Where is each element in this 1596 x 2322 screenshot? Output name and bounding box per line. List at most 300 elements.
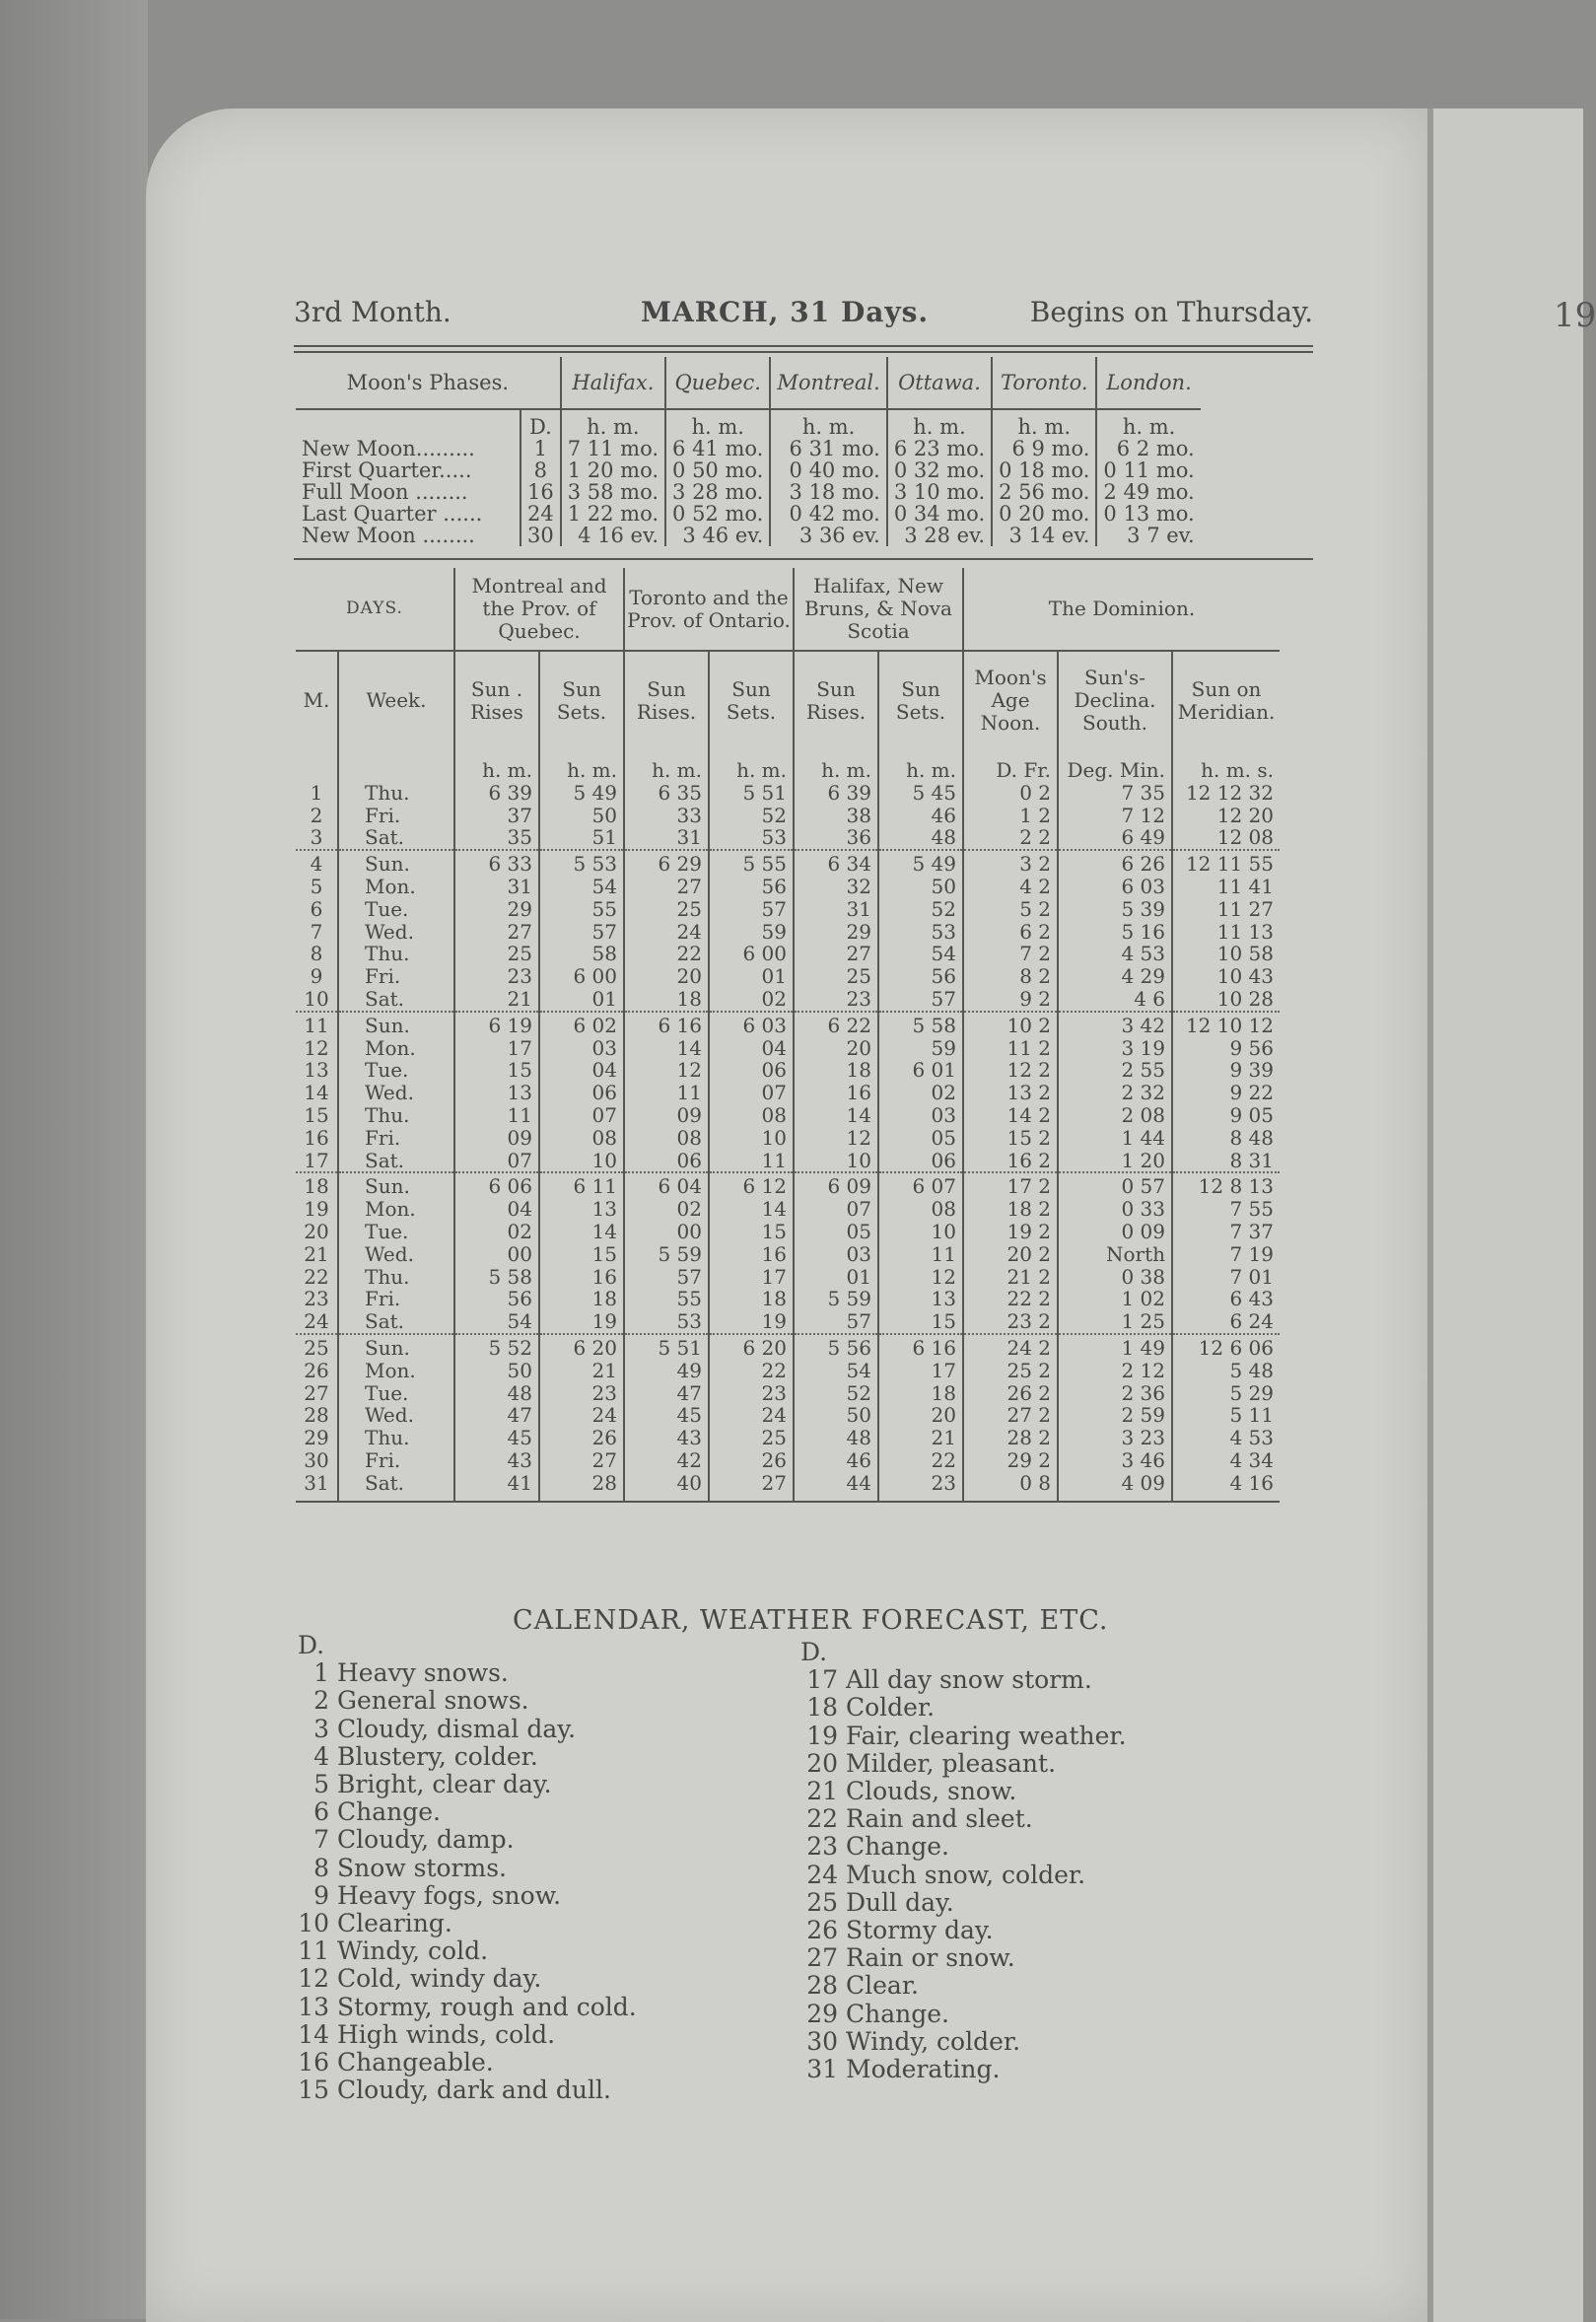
group-dominion-header: The Dominion. [963, 568, 1280, 651]
maritimes-sun-rises: 54 [794, 1360, 878, 1382]
col-moon-age-header: Moon's Age Noon. [963, 651, 1058, 749]
phase-time: 0 18 mo. [992, 459, 1096, 481]
phase-time: 6 23 mo. [887, 438, 992, 459]
table-row [296, 1172, 1280, 1198]
quebec-sun-rises: 6 39 [454, 782, 539, 805]
sun-meridian: 10 43 [1172, 965, 1280, 988]
forecast-item [298, 1826, 637, 1854]
ontario-sun-sets: 19 [709, 1310, 794, 1334]
sun-meridian: 4 34 [1172, 1449, 1280, 1472]
table-row [296, 988, 1280, 1012]
quebec-sun-sets: 6 02 [539, 1012, 624, 1037]
ontario-sun-sets: 53 [709, 826, 794, 850]
phase-time: 3 46 ev. [665, 525, 770, 546]
ontario-sun-rises: 25 [624, 898, 709, 921]
maritimes-sun-rises: 44 [794, 1472, 878, 1502]
quebec-sun-rises: 02 [454, 1221, 539, 1243]
quebec-sun-sets: 07 [539, 1104, 624, 1127]
forecast-text: Cold, windy day. [337, 1964, 542, 1994]
unit-label: h. m. [794, 749, 878, 782]
forecast-item [800, 2056, 1127, 2083]
forecast-item [298, 1743, 637, 1771]
day-number: 26 [304, 1358, 329, 1382]
quebec-sun-rises: 13 [454, 1082, 539, 1104]
sun-declination: 4 29 [1058, 965, 1172, 988]
quebec-sun-sets: 16 [539, 1266, 624, 1289]
day-number: 25 [296, 1334, 338, 1360]
sun-declination: 0 09 [1058, 1221, 1172, 1243]
forecast-day: 26 [806, 1916, 838, 1945]
ontario-sun-rises: 6 29 [624, 850, 709, 876]
day-number: 3 [310, 825, 323, 850]
maritimes-sun-sets: 54 [878, 943, 963, 965]
sun-meridian: 12 12 32 [1172, 782, 1280, 805]
sun-meridian: 12 10 12 [1172, 1012, 1280, 1037]
forecast-item [800, 1972, 1127, 2000]
unit-label: h. m. [878, 749, 963, 782]
quebec-sun-rises: 43 [454, 1449, 539, 1472]
forecast-text: Colder. [846, 1693, 936, 1723]
col-declination-header: Sun's- Declina. South. [1058, 651, 1172, 749]
moon-age: 24 2 [963, 1334, 1058, 1360]
background-left [0, 0, 148, 2319]
ontario-sun-rises: 5 51 [624, 1334, 709, 1360]
ontario-sun-sets: 07 [709, 1082, 794, 1104]
phase-time: 0 34 mo. [887, 503, 992, 525]
quebec-sun-rises: 45 [454, 1427, 539, 1449]
moon-age: 0 2 [963, 782, 1058, 805]
weekday: Mon. [338, 1360, 454, 1382]
forecast-text: Much snow, colder. [846, 1860, 1086, 1889]
ontario-sun-sets: 08 [709, 1104, 794, 1127]
sun-declination: 2 12 [1058, 1360, 1172, 1382]
ontario-sun-sets: 52 [709, 805, 794, 827]
moon-age: 21 2 [963, 1266, 1058, 1289]
sun-meridian: 4 16 [1172, 1472, 1280, 1502]
ontario-sun-sets: 06 [709, 1059, 794, 1082]
sun-meridian: 9 22 [1172, 1082, 1280, 1104]
phase-name: First Quarter..... [302, 458, 472, 482]
phase-name: Last Quarter ...... [302, 502, 483, 526]
maritimes-sun-sets: 08 [878, 1198, 963, 1221]
unit-label: h. m. [770, 409, 887, 438]
moon-age: 17 2 [963, 1172, 1058, 1198]
moon-age: 6 2 [963, 921, 1058, 944]
quebec-sun-sets: 5 49 [539, 782, 624, 805]
city-header: Ottawa. [887, 357, 992, 409]
phase-time: 3 28 ev. [887, 525, 992, 546]
day-number: 31 [296, 1472, 338, 1502]
quebec-sun-rises: 17 [454, 1037, 539, 1060]
moon-age: 11 2 [963, 1037, 1058, 1060]
sun-declination: 1 44 [1058, 1127, 1172, 1150]
table-row [296, 898, 1280, 921]
phase-time: 3 7 ev. [1096, 525, 1200, 546]
sun-meridian: 4 53 [1172, 1427, 1280, 1449]
maritimes-sun-rises: 48 [794, 1427, 878, 1449]
day-number: 16 [304, 1125, 329, 1150]
maritimes-sun-sets: 5 58 [878, 1012, 963, 1037]
forecast-day: 5 [313, 1770, 329, 1799]
phase-time: 6 2 mo. [1096, 438, 1200, 459]
forecast-day: 10 [298, 1909, 329, 1938]
day-number: 23 [304, 1287, 329, 1311]
phase-time: 6 31 mo. [770, 438, 887, 459]
weekday: Sat. [338, 988, 454, 1012]
day-number: 30 [304, 1447, 329, 1472]
quebec-sun-sets: 24 [539, 1404, 624, 1427]
sun-declination: 3 23 [1058, 1427, 1172, 1449]
quebec-sun-rises: 11 [454, 1104, 539, 1127]
weekday: Sat. [338, 1150, 454, 1173]
phase-row [296, 525, 1201, 546]
forecast-item [298, 2049, 637, 2076]
moon-age: 7 2 [963, 943, 1058, 965]
col-sun-rises-header: Sun Rises. [624, 651, 709, 749]
table-row [296, 1360, 1280, 1382]
sun-declination: 7 35 [1058, 782, 1172, 805]
sun-declination: 4 6 [1058, 988, 1172, 1012]
ontario-sun-sets: 14 [709, 1198, 794, 1221]
sun-declination: 3 42 [1058, 1012, 1172, 1037]
phase-name: Full Moon ........ [302, 480, 468, 504]
d-label: D. [800, 1638, 828, 1666]
ontario-sun-rises: 40 [624, 1472, 709, 1502]
ontario-sun-sets: 6 12 [709, 1172, 794, 1198]
maritimes-sun-rises: 07 [794, 1198, 878, 1221]
sun-meridian: 11 41 [1172, 876, 1280, 898]
sun-declination: 6 49 [1058, 826, 1172, 850]
forecast-item [298, 1855, 637, 1882]
forecast-day: 23 [806, 1832, 838, 1862]
forecast-item [800, 1750, 1127, 1778]
quebec-sun-rises: 6 19 [454, 1012, 539, 1037]
forecast-item [298, 1994, 637, 2021]
day-number: 29 [304, 1426, 329, 1450]
sun-declination: 2 59 [1058, 1404, 1172, 1427]
day-number: 20 [304, 1219, 329, 1243]
sun-declination: 6 26 [1058, 850, 1172, 876]
forecast-text: Changeable. [337, 2048, 494, 2077]
table-row [296, 1243, 1280, 1266]
group-quebec-header: Montreal and the Prov. of Quebec. [454, 568, 624, 651]
quebec-sun-rises: 29 [454, 898, 539, 921]
ontario-sun-rises: 18 [624, 988, 709, 1012]
sun-declination: 3 46 [1058, 1449, 1172, 1472]
forecast-day: 28 [806, 1971, 838, 2001]
sun-meridian: 12 6 06 [1172, 1334, 1280, 1360]
ontario-sun-rises: 57 [624, 1266, 709, 1289]
unit-blank [338, 749, 454, 782]
forecast-day: 20 [806, 1748, 838, 1778]
calendar-left-column [298, 1632, 637, 2104]
forecast-item [800, 1805, 1127, 1833]
weekday: Fri. [338, 805, 454, 827]
forecast-text: Bright, clear day. [337, 1770, 552, 1799]
quebec-sun-rises: 09 [454, 1127, 539, 1150]
maritimes-sun-rises: 46 [794, 1449, 878, 1472]
quebec-sun-rises: 37 [454, 805, 539, 827]
sun-meridian: 7 01 [1172, 1266, 1280, 1289]
forecast-item [298, 1910, 637, 1937]
weekday: Thu. [338, 782, 454, 805]
maritimes-sun-rises: 10 [794, 1150, 878, 1173]
sun-meridian: 5 11 [1172, 1404, 1280, 1427]
forecast-day: 25 [806, 1887, 838, 1917]
day-number: 28 [304, 1403, 329, 1428]
day-number: 24 [304, 1309, 329, 1334]
moon-age: 13 2 [963, 1082, 1058, 1104]
forecast-text: All day snow storm. [846, 1665, 1092, 1695]
ontario-sun-sets: 6 03 [709, 1012, 794, 1037]
day-number: 15 [304, 1102, 329, 1127]
weekday: Sat. [338, 1472, 454, 1502]
ontario-sun-sets: 04 [709, 1037, 794, 1060]
table-row [296, 1266, 1280, 1289]
sun-meridian: 10 58 [1172, 943, 1280, 965]
phase-time: 3 36 ev. [770, 525, 887, 546]
maritimes-sun-rises: 18 [794, 1059, 878, 1082]
ontario-sun-rises: 06 [624, 1150, 709, 1173]
quebec-sun-rises: 35 [454, 826, 539, 850]
sun-declination: 1 49 [1058, 1334, 1172, 1360]
quebec-sun-sets: 6 20 [539, 1334, 624, 1360]
table-row [296, 1449, 1280, 1472]
calendar-title: CALENDAR, WEATHER FORECAST, ETC. [513, 1605, 1109, 1636]
quebec-sun-sets: 57 [539, 921, 624, 944]
quebec-sun-sets: 23 [539, 1382, 624, 1405]
table-row [296, 1472, 1280, 1502]
phase-time: 0 20 mo. [992, 503, 1096, 525]
maritimes-sun-sets: 06 [878, 1150, 963, 1173]
table-row [296, 805, 1280, 827]
sun-meridian: 9 05 [1172, 1104, 1280, 1127]
day-number: 4 [296, 850, 338, 876]
phase-time: 0 52 mo. [665, 503, 770, 525]
quebec-sun-sets: 26 [539, 1427, 624, 1449]
table-row [296, 1150, 1280, 1173]
forecast-day: 11 [298, 1936, 329, 1966]
maritimes-sun-sets: 11 [878, 1243, 963, 1266]
unit-label: h. m. [539, 749, 624, 782]
forecast-day: 17 [806, 1665, 838, 1695]
maritimes-sun-rises: 20 [794, 1037, 878, 1060]
maritimes-sun-rises: 05 [794, 1221, 878, 1243]
forecast-day: 12 [298, 1964, 329, 1994]
ontario-sun-sets: 5 55 [709, 850, 794, 876]
forecast-day: 7 [313, 1825, 329, 1855]
unit-label: h. m. [454, 749, 539, 782]
table-row [296, 1334, 1280, 1360]
ontario-sun-rises: 12 [624, 1059, 709, 1082]
day-number: 7 [310, 919, 323, 944]
weekday: Mon. [338, 876, 454, 898]
moon-age: 5 2 [963, 898, 1058, 921]
col-week-header: Week. [338, 651, 454, 749]
quebec-sun-sets: 06 [539, 1082, 624, 1104]
maritimes-sun-sets: 13 [878, 1288, 963, 1310]
quebec-sun-sets: 21 [539, 1360, 624, 1382]
moon-age: 0 8 [963, 1472, 1058, 1502]
sun-meridian: 6 24 [1172, 1310, 1280, 1334]
day-number: 10 [304, 986, 329, 1011]
phases-rule [294, 558, 1313, 560]
quebec-sun-rises: 15 [454, 1059, 539, 1082]
ontario-sun-rises: 14 [624, 1037, 709, 1060]
sun-meridian: 6 43 [1172, 1288, 1280, 1310]
phase-time: 6 9 mo. [992, 438, 1096, 459]
weekday: Sun. [338, 850, 454, 876]
moon-age: 23 2 [963, 1310, 1058, 1334]
quebec-sun-rises: 47 [454, 1404, 539, 1427]
forecast-item [800, 2028, 1127, 2056]
quebec-sun-sets: 03 [539, 1037, 624, 1060]
quebec-sun-rises: 5 52 [454, 1334, 539, 1360]
phase-day: 24 [520, 503, 561, 525]
facing-page-number: 19 [1554, 296, 1596, 335]
quebec-sun-rises: 54 [454, 1310, 539, 1334]
quebec-sun-sets: 18 [539, 1288, 624, 1310]
unit-label: h. m. [887, 409, 992, 438]
maritimes-sun-rises: 38 [794, 805, 878, 827]
forecast-item [800, 1944, 1127, 1972]
day-number: 21 [304, 1241, 329, 1266]
forecast-text: Milder, pleasant. [846, 1748, 1057, 1778]
sun-meridian: 12 08 [1172, 826, 1280, 850]
day-number: 8 [310, 942, 323, 966]
forecast-text: Snow storms. [337, 1853, 507, 1882]
quebec-sun-rises: 31 [454, 876, 539, 898]
maritimes-sun-sets: 21 [878, 1427, 963, 1449]
ontario-sun-rises: 49 [624, 1360, 709, 1382]
ontario-sun-rises: 24 [624, 921, 709, 944]
forecast-text: Clearing. [337, 1909, 452, 1938]
table-row [296, 1382, 1280, 1405]
phase-row [296, 481, 1201, 503]
quebec-sun-rises: 04 [454, 1198, 539, 1221]
forecast-item [298, 1687, 637, 1715]
maritimes-sun-rises: 6 39 [794, 782, 878, 805]
forecast-text: Stormy day. [846, 1916, 994, 1945]
sun-meridian: 12 8 13 [1172, 1172, 1280, 1198]
quebec-sun-rises: 48 [454, 1382, 539, 1405]
ontario-sun-sets: 6 00 [709, 943, 794, 965]
weekday: Wed. [338, 921, 454, 944]
forecast-item [298, 1716, 637, 1743]
maritimes-sun-rises: 03 [794, 1243, 878, 1266]
forecast-day: 4 [313, 1741, 329, 1771]
quebec-sun-sets: 5 53 [539, 850, 624, 876]
forecast-item [800, 1833, 1127, 1861]
weekday: Fri. [338, 965, 454, 988]
maritimes-sun-sets: 05 [878, 1127, 963, 1150]
forecast-text: Cloudy, damp. [337, 1825, 515, 1855]
ontario-sun-rises: 09 [624, 1104, 709, 1127]
weekday: Thu. [338, 943, 454, 965]
d-header: D. [520, 409, 561, 438]
calendar-right-column [800, 1639, 1127, 2083]
ontario-sun-rises: 27 [624, 876, 709, 898]
maritimes-sun-rises: 27 [794, 943, 878, 965]
forecast-item [800, 2001, 1127, 2028]
page-title: MARCH, 31 Days. [641, 296, 930, 328]
maritimes-sun-sets: 02 [878, 1082, 963, 1104]
day-number: 11 [296, 1012, 338, 1037]
ontario-sun-sets: 11 [709, 1150, 794, 1173]
ontario-sun-rises: 47 [624, 1382, 709, 1405]
unit-label: h. m. [561, 409, 665, 438]
forecast-item [800, 1917, 1127, 1944]
forecast-text: Dull day. [846, 1887, 954, 1917]
forecast-day: 19 [806, 1721, 838, 1750]
unit-label: h. m. s. [1172, 749, 1280, 782]
sun-meridian: 7 55 [1172, 1198, 1280, 1221]
maritimes-sun-rises: 01 [794, 1266, 878, 1289]
day-number: 14 [304, 1081, 329, 1105]
forecast-day: 24 [806, 1860, 838, 1889]
phase-name: New Moon ........ [302, 524, 475, 547]
quebec-sun-rises: 07 [454, 1150, 539, 1173]
units-row [296, 749, 1280, 782]
phase-time: 3 28 mo. [665, 481, 770, 503]
forecast-day: 22 [806, 1804, 838, 1834]
quebec-sun-sets: 14 [539, 1221, 624, 1243]
phase-time: 0 42 mo. [770, 503, 887, 525]
forecast-item [298, 1965, 637, 1993]
table-row [296, 943, 1280, 965]
weekday: Tue. [338, 898, 454, 921]
maritimes-sun-sets: 5 45 [878, 782, 963, 805]
forecast-text: Stormy, rough and cold. [337, 1992, 637, 2021]
quebec-sun-rises: 25 [454, 943, 539, 965]
moon-age: 27 2 [963, 1404, 1058, 1427]
maritimes-sun-sets: 10 [878, 1221, 963, 1243]
phase-time: 2 49 mo. [1096, 481, 1200, 503]
moon-age: 1 2 [963, 805, 1058, 827]
forecast-item [298, 1798, 637, 1826]
group-maritimes-header: Halifax, New Bruns, & Nova Scotia [794, 568, 963, 651]
moon-age: 12 2 [963, 1059, 1058, 1082]
forecast-text: Clear. [846, 1971, 919, 2001]
forecast-text: Moderating. [846, 2055, 1001, 2084]
quebec-sun-sets: 54 [539, 876, 624, 898]
sun-declination: 5 39 [1058, 898, 1172, 921]
begins-label: Begins on Thursday. [1029, 296, 1313, 328]
sun-declination: 6 03 [1058, 876, 1172, 898]
sun-meridian: 11 13 [1172, 921, 1280, 944]
maritimes-sun-sets: 50 [878, 876, 963, 898]
forecast-day: 31 [806, 2055, 838, 2084]
sun-meridian: 12 11 55 [1172, 850, 1280, 876]
phase-day: 30 [520, 525, 561, 546]
phase-time: 2 56 mo. [992, 481, 1096, 503]
unit-label: h. m. [665, 409, 770, 438]
quebec-sun-sets: 6 00 [539, 965, 624, 988]
maritimes-sun-sets: 15 [878, 1310, 963, 1334]
maritimes-sun-rises: 32 [794, 876, 878, 898]
quebec-sun-sets: 50 [539, 805, 624, 827]
page-header [294, 296, 1313, 339]
weekday: Sat. [338, 1310, 454, 1334]
maritimes-sun-sets: 56 [878, 965, 963, 988]
moon-age: 3 2 [963, 850, 1058, 876]
quebec-sun-sets: 01 [539, 988, 624, 1012]
maritimes-sun-sets: 6 07 [878, 1172, 963, 1198]
ontario-sun-rises: 02 [624, 1198, 709, 1221]
forecast-item [298, 1659, 637, 1687]
forecast-text: Cloudy, dismal day. [337, 1714, 577, 1743]
forecast-day: 1 [313, 1658, 329, 1688]
